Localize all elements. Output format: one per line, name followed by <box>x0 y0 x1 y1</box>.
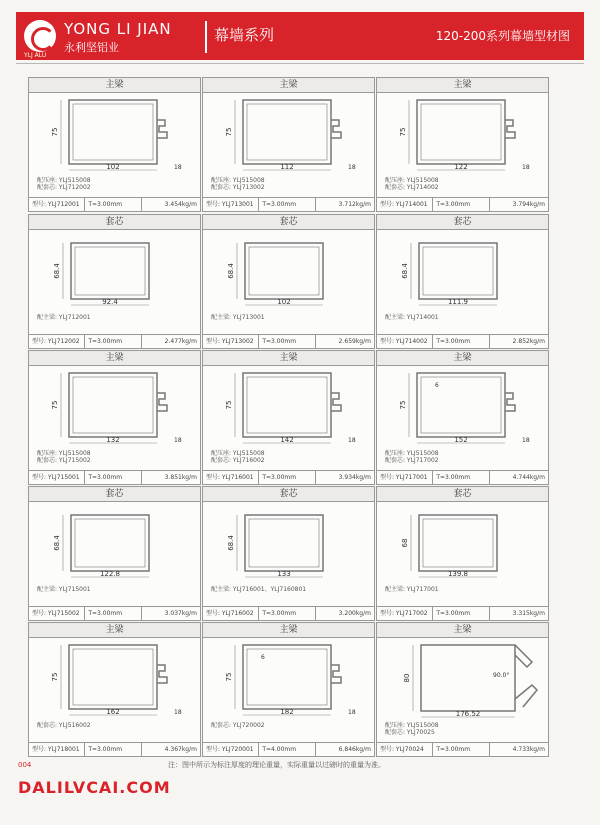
profile-type: 套芯 <box>203 487 374 502</box>
height-label: 68.4 <box>53 535 61 551</box>
accessory-line: 配套芯: YLJ720002 <box>211 722 265 729</box>
profile-card <box>202 214 375 349</box>
brand-subtitle: YLJ ALU <box>24 52 47 59</box>
accessory-line: 配套芯: YLJ516002 <box>37 722 91 729</box>
profile-type: 主梁 <box>377 78 548 93</box>
profile-type: 套芯 <box>29 215 200 230</box>
width-label: 133 <box>277 570 291 578</box>
unit-weight: 3.200kg/m <box>338 610 371 617</box>
flange-label: 18 <box>174 437 182 444</box>
profile-drawing <box>377 92 548 176</box>
profile-outline <box>243 645 331 709</box>
unit-weight: 3.851kg/m <box>164 474 197 481</box>
unit-weight: 3.712kg/m <box>338 201 371 208</box>
profile-type: 主梁 <box>203 623 374 638</box>
flange-label: 18 <box>174 709 182 716</box>
profile-specs <box>203 742 374 756</box>
profile-specs <box>29 197 200 211</box>
accessory-line: 配压座: YLJ515008 <box>385 177 439 184</box>
wall-thickness: T=3.00mm <box>259 335 315 348</box>
profile-inner-wall <box>421 377 501 433</box>
profile-outline <box>69 645 157 709</box>
profile-inner-wall <box>249 519 319 567</box>
width-label: 102 <box>106 163 120 171</box>
model-number: 型号: YLJ715002 <box>29 607 85 620</box>
width-label: 122 <box>454 163 468 171</box>
height-label: 75 <box>51 672 59 682</box>
accessory-line: 配套芯: YLJ716002 <box>211 457 265 464</box>
model-number: 型号: YLJ716001 <box>203 471 259 484</box>
profile-card <box>202 350 375 485</box>
profile-type: 主梁 <box>29 623 200 638</box>
profile-drawing <box>203 501 374 585</box>
flange-label: 18 <box>348 164 356 171</box>
profile-specs <box>29 606 200 620</box>
profile-specs <box>203 334 374 348</box>
wall-thickness: T=3.00mm <box>85 743 141 756</box>
page-number: 004 <box>18 761 32 769</box>
profile-angle-flange <box>515 685 537 707</box>
profile-outline <box>243 373 331 437</box>
height-label: 68.4 <box>53 263 61 279</box>
profile-specs <box>29 742 200 756</box>
flange-label: 18 <box>522 437 530 444</box>
profile-type: 主梁 <box>377 623 548 638</box>
profile-card <box>28 214 201 349</box>
profile-inner-wall <box>75 519 145 567</box>
wall-thickness: T=3.00mm <box>85 198 141 211</box>
profile-card <box>28 77 201 212</box>
profile-accessories <box>37 586 91 593</box>
flange-label: 18 <box>348 437 356 444</box>
profile-outline <box>69 100 157 164</box>
width-label: 112 <box>280 163 294 171</box>
profile-outline <box>417 373 505 437</box>
profile-card <box>28 350 201 485</box>
wall-thickness: T=3.00mm <box>85 471 141 484</box>
profile-card <box>376 214 549 349</box>
profile-slot <box>331 120 341 138</box>
inner-gap-label: 6 <box>261 654 265 661</box>
profile-accessories <box>211 177 265 191</box>
width-label: 132 <box>106 436 120 444</box>
profile-outline <box>245 243 323 299</box>
accessory-line: 配套芯: YLJ715002 <box>37 457 91 464</box>
width-label: 139.8 <box>447 570 469 578</box>
profile-slot <box>157 665 167 683</box>
profile-outline <box>243 100 331 164</box>
header-divider <box>205 21 207 53</box>
unit-weight: 6.846kg/m <box>338 746 371 753</box>
brand-name-cn: 永利坚铝业 <box>64 41 119 54</box>
width-label: 142 <box>280 436 294 444</box>
profile-drawing <box>29 501 200 585</box>
unit-weight: 3.315kg/m <box>512 610 545 617</box>
model-number: 型号: YLJ715001 <box>29 471 85 484</box>
profile-drawing <box>29 637 200 721</box>
wall-thickness: T=3.00mm <box>259 471 315 484</box>
model-number: 型号: YLJ714002 <box>377 335 433 348</box>
height-label: 68.4 <box>401 263 409 279</box>
profile-drawing <box>377 637 548 721</box>
profile-inner-wall <box>247 377 327 433</box>
model-number: 型号: YLJ713001 <box>203 198 259 211</box>
angle-label: 90.0° <box>493 672 510 679</box>
wall-thickness: T=3.00mm <box>85 607 141 620</box>
profile-inner-wall <box>247 649 327 705</box>
weight-note: 注：图中所示为标注厚度的理论重量，实际重量以过磅时的重量为准。 <box>168 761 385 769</box>
unit-weight: 3.934kg/m <box>338 474 371 481</box>
profile-inner-wall <box>75 247 145 295</box>
profile-accessories <box>385 450 439 464</box>
model-number: 型号: YLJ712002 <box>29 335 85 348</box>
inner-gap-label: 6 <box>435 382 439 389</box>
profile-card <box>376 486 549 621</box>
model-number: 型号: YLJ716002 <box>203 607 259 620</box>
accessory-line: 配套芯: YLJ717002 <box>385 457 439 464</box>
accessory-line: 配压座: YLJ515008 <box>37 450 91 457</box>
profile-drawing <box>377 365 548 449</box>
profile-card <box>202 486 375 621</box>
profile-inner-wall <box>423 247 493 295</box>
width-label: 176.52 <box>455 710 481 718</box>
profile-drawing <box>203 229 374 313</box>
profile-drawing <box>29 365 200 449</box>
profile-outline <box>419 243 497 299</box>
profile-card <box>376 350 549 485</box>
profile-drawing <box>377 501 548 585</box>
catalog-header <box>16 12 584 60</box>
profile-drawing <box>29 229 200 313</box>
accessory-line: 配主梁: YLJ716001、YLJ7160801 <box>211 586 307 593</box>
profile-inner-wall <box>73 377 153 433</box>
unit-weight: 3.794kg/m <box>512 201 545 208</box>
profile-specs <box>203 606 374 620</box>
height-label: 75 <box>399 127 407 137</box>
accessory-line: 配主梁: YLJ715001 <box>37 586 91 593</box>
width-label: 111.9 <box>447 298 469 306</box>
height-label: 80 <box>403 673 411 683</box>
profile-drawing <box>203 92 374 176</box>
accessory-line: 配压座: YLJ515008 <box>211 177 265 184</box>
wall-thickness: T=4.00mm <box>259 743 315 756</box>
profile-accessories <box>37 450 91 464</box>
height-label: 68.4 <box>227 535 235 551</box>
profile-inner-wall <box>249 247 319 295</box>
unit-weight: 4.744kg/m <box>512 474 545 481</box>
profile-slot <box>331 665 341 683</box>
wall-thickness: T=3.00mm <box>433 335 489 348</box>
series-title: 幕墙系列 <box>214 26 275 44</box>
accessory-line: 配套芯: YLJ70025 <box>385 729 435 736</box>
accessory-line: 配主梁: YLJ713001 <box>211 314 265 321</box>
profile-specs <box>377 470 548 484</box>
accessory-line: 配压座: YLJ515008 <box>37 177 91 184</box>
unit-weight: 2.852kg/m <box>512 338 545 345</box>
profile-card <box>202 622 375 757</box>
profile-inner-wall <box>421 104 501 160</box>
profile-type: 主梁 <box>29 351 200 366</box>
profile-specs <box>377 334 548 348</box>
profile-slot <box>505 393 515 411</box>
profile-accessories <box>37 177 91 191</box>
profile-slot <box>157 120 167 138</box>
height-label: 75 <box>399 400 407 410</box>
width-label: 122.8 <box>99 570 121 578</box>
profile-type: 主梁 <box>203 78 374 93</box>
accessory-line: 配套芯: YLJ713002 <box>211 184 265 191</box>
profile-card <box>376 77 549 212</box>
profile-accessories <box>37 314 91 321</box>
profile-type: 套芯 <box>203 215 374 230</box>
width-label: 182 <box>280 708 294 716</box>
wall-thickness: T=3.00mm <box>433 607 489 620</box>
profile-accessories <box>385 722 439 736</box>
profile-accessories <box>385 314 439 321</box>
accessory-line: 配套芯: YLJ712002 <box>37 184 91 191</box>
accessory-line: 配压座: YLJ515008 <box>385 722 439 729</box>
wall-thickness: T=3.00mm <box>433 471 489 484</box>
profile-specs <box>29 470 200 484</box>
profile-specs <box>377 197 548 211</box>
unit-weight: 2.477kg/m <box>164 338 197 345</box>
profile-outline <box>417 100 505 164</box>
accessory-line: 配主梁: YLJ717001 <box>385 586 439 593</box>
profile-drawing <box>377 229 548 313</box>
profile-card <box>28 622 201 757</box>
profile-accessories <box>37 722 91 729</box>
model-number: 型号: YLJ718001 <box>29 743 85 756</box>
width-label: 162 <box>106 708 120 716</box>
wall-thickness: T=3.00mm <box>433 743 489 756</box>
model-number: 型号: YLJ70024 <box>377 743 433 756</box>
brand-logo-icon <box>24 20 56 52</box>
profile-outline <box>71 515 149 571</box>
profile-outline <box>69 373 157 437</box>
profile-accessories <box>211 722 265 729</box>
unit-weight: 4.367kg/m <box>164 746 197 753</box>
height-label: 75 <box>51 400 59 410</box>
profile-type: 主梁 <box>203 351 374 366</box>
profile-angle-flange <box>515 645 532 667</box>
profile-accessories <box>385 586 439 593</box>
accessory-line: 配压座: YLJ515008 <box>385 450 439 457</box>
wall-thickness: T=3.00mm <box>85 335 141 348</box>
wall-thickness: T=3.00mm <box>433 198 489 211</box>
profile-drawing <box>203 365 374 449</box>
profile-drawing <box>203 637 374 721</box>
model-number: 型号: YLJ713002 <box>203 335 259 348</box>
accessory-line: 配主梁: YLJ712001 <box>37 314 91 321</box>
model-number: 型号: YLJ714001 <box>377 198 433 211</box>
height-label: 75 <box>225 127 233 137</box>
model-number: 型号: YLJ717002 <box>377 607 433 620</box>
unit-weight: 3.037kg/m <box>164 610 197 617</box>
wall-thickness: T=3.00mm <box>259 607 315 620</box>
profile-specs <box>377 742 548 756</box>
catalog-title: 120-200系列幕墙型材图 <box>435 29 570 43</box>
width-label: 152 <box>454 436 468 444</box>
flange-label: 18 <box>348 709 356 716</box>
profile-card <box>202 77 375 212</box>
brand-name-en: YONG LI JIAN <box>64 20 172 38</box>
accessory-line: 配压座: YLJ515008 <box>211 450 265 457</box>
profile-slot <box>157 393 167 411</box>
accessory-line: 配主梁: YLJ714001 <box>385 314 439 321</box>
profile-card <box>376 622 549 757</box>
profile-drawing <box>29 92 200 176</box>
website-url: DALILVCAI.COM <box>18 778 171 797</box>
flange-label: 18 <box>174 164 182 171</box>
profile-outline <box>245 515 323 571</box>
profile-type: 套芯 <box>29 487 200 502</box>
profile-accessories <box>211 586 306 593</box>
model-number: 型号: YLJ720001 <box>203 743 259 756</box>
profile-specs <box>377 606 548 620</box>
accessory-line: 配套芯: YLJ714002 <box>385 184 439 191</box>
header-rule <box>16 63 584 64</box>
profile-accessories <box>385 177 439 191</box>
profile-inner-wall <box>247 104 327 160</box>
profile-inner-wall <box>423 519 493 567</box>
profile-specs <box>203 197 374 211</box>
height-label: 75 <box>51 127 59 137</box>
profile-inner-wall <box>73 104 153 160</box>
profile-accessories <box>211 314 265 321</box>
height-label: 68 <box>401 538 409 548</box>
profile-type: 主梁 <box>29 78 200 93</box>
unit-weight: 4.733kg/m <box>512 746 545 753</box>
height-label: 75 <box>225 400 233 410</box>
profile-type: 套芯 <box>377 487 548 502</box>
profile-type: 套芯 <box>377 215 548 230</box>
unit-weight: 3.454kg/m <box>164 201 197 208</box>
profile-specs <box>29 334 200 348</box>
profile-outline <box>419 515 497 571</box>
profile-slot <box>505 120 515 138</box>
profile-specs <box>203 470 374 484</box>
model-number: 型号: YLJ717001 <box>377 471 433 484</box>
height-label: 75 <box>225 672 233 682</box>
profile-type: 主梁 <box>377 351 548 366</box>
profile-outline <box>71 243 149 299</box>
profile-accessories <box>211 450 265 464</box>
profile-inner-wall <box>73 649 153 705</box>
width-label: 92.4 <box>102 298 118 306</box>
profile-card <box>28 486 201 621</box>
unit-weight: 2.659kg/m <box>338 338 371 345</box>
wall-thickness: T=3.00mm <box>259 198 315 211</box>
flange-label: 18 <box>522 164 530 171</box>
profile-slot <box>331 393 341 411</box>
width-label: 102 <box>277 298 291 306</box>
height-label: 68.4 <box>227 263 235 279</box>
model-number: 型号: YLJ712001 <box>29 198 85 211</box>
